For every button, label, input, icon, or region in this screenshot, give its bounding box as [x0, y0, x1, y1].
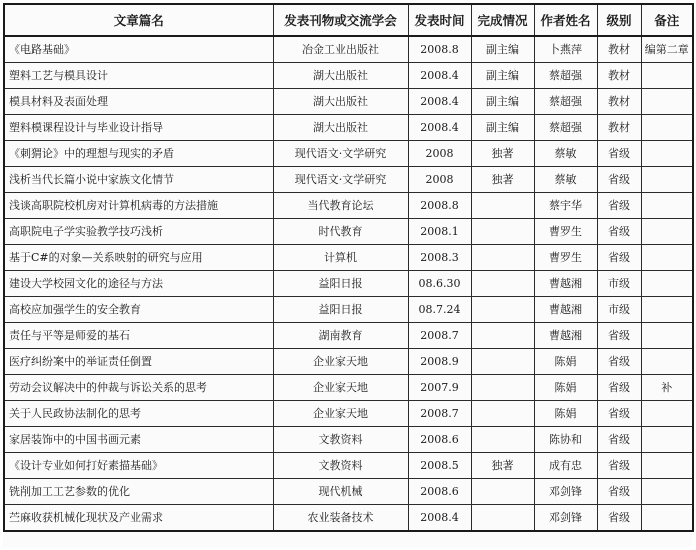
cell-status	[471, 245, 534, 271]
cell-publisher: 企业家天地	[273, 401, 408, 427]
cell-date: 2008.7	[408, 401, 471, 427]
cell-date: 2008.4	[408, 115, 471, 141]
cell-publisher: 湖大出版社	[273, 89, 408, 115]
cell-status	[471, 401, 534, 427]
cell-level: 市级	[597, 271, 641, 297]
cell-date: 2008.9	[408, 349, 471, 375]
cell-date: 2008.6	[408, 427, 471, 453]
document-page	[3, 3, 692, 547]
cell-status: 副主编	[471, 89, 534, 115]
cell-status	[471, 505, 534, 532]
cell-status: 独著	[471, 167, 534, 193]
cell-note	[641, 297, 693, 323]
header-row	[4, 4, 693, 36]
cell-publisher: 湖大出版社	[273, 63, 408, 89]
cell-level: 省级	[597, 349, 641, 375]
cell-note: 补	[641, 375, 693, 401]
cell-author: 蔡敏	[534, 167, 597, 193]
cell-author: 成有忠	[534, 453, 597, 479]
table-row	[4, 245, 693, 271]
cell-date: 2008.4	[408, 63, 471, 89]
cell-note	[641, 115, 693, 141]
cell-note	[641, 401, 693, 427]
cell-title: 责任与平等是师爱的基石	[4, 323, 273, 349]
cell-author: 蔡超强	[534, 63, 597, 89]
cell-note	[641, 427, 693, 453]
header-author: 作者姓名	[534, 4, 597, 36]
cell-date: 2008	[408, 141, 471, 167]
cell-title: 《电路基础》	[4, 36, 273, 63]
cell-status: 独著	[471, 453, 534, 479]
cell-publisher: 现代机械	[273, 479, 408, 505]
header-publisher: 发表刊物或交流学会	[273, 4, 408, 36]
table-row	[4, 167, 693, 193]
cell-status	[471, 271, 534, 297]
cell-author: 邓剑锋	[534, 505, 597, 532]
cell-publisher: 湖南教育	[273, 323, 408, 349]
cell-publisher: 企业家天地	[273, 349, 408, 375]
table-row	[4, 479, 693, 505]
cell-level: 省级	[597, 167, 641, 193]
header-date: 发表时间	[408, 4, 471, 36]
cell-level: 省级	[597, 141, 641, 167]
cell-author: 曹越湘	[534, 271, 597, 297]
header-note: 备注	[641, 4, 693, 36]
cell-author: 曹越湘	[534, 297, 597, 323]
cell-author: 曹罗生	[534, 219, 597, 245]
cell-date: 2008.4	[408, 505, 471, 532]
cell-title: 关于人民政协法制化的思考	[4, 401, 273, 427]
cell-publisher: 时代教育	[273, 219, 408, 245]
cell-level: 省级	[597, 401, 641, 427]
table-row	[4, 323, 693, 349]
table-row	[4, 115, 693, 141]
cell-title: 苎麻收获机械化现状及产业需求	[4, 505, 273, 532]
table-row	[4, 36, 693, 63]
cell-level: 省级	[597, 375, 641, 401]
cell-title: 塑料模课程设计与毕业设计指导	[4, 115, 273, 141]
cell-level: 市级	[597, 297, 641, 323]
cell-status	[471, 193, 534, 219]
cell-status	[471, 219, 534, 245]
cell-level: 省级	[597, 505, 641, 532]
header-status: 完成情况	[471, 4, 534, 36]
cell-publisher: 计算机	[273, 245, 408, 271]
table-row	[4, 63, 693, 89]
cell-status: 副主编	[471, 36, 534, 63]
cell-author: 邓剑锋	[534, 479, 597, 505]
cell-status: 独著	[471, 141, 534, 167]
cell-publisher: 文教资料	[273, 427, 408, 453]
cell-title: 高校应加强学生的安全教育	[4, 297, 273, 323]
cell-title: 基于C#的对象—关系映射的研究与应用	[4, 245, 273, 271]
cell-title: 医疗纠纷案中的举证责任倒置	[4, 349, 273, 375]
cell-publisher: 文教资料	[273, 453, 408, 479]
cell-note	[641, 167, 693, 193]
cell-title: 家居装饰中的中国书画元素	[4, 427, 273, 453]
cell-note	[641, 193, 693, 219]
table-row	[4, 427, 693, 453]
cell-date: 2008.7	[408, 323, 471, 349]
cell-date: 08.6.30	[408, 271, 471, 297]
cell-status	[471, 349, 534, 375]
table-row	[4, 89, 693, 115]
cell-note	[641, 89, 693, 115]
cell-author: 蔡敏	[534, 141, 597, 167]
cell-publisher: 湖大出版社	[273, 115, 408, 141]
cell-publisher: 农业装备技术	[273, 505, 408, 532]
cell-level: 省级	[597, 323, 641, 349]
cell-date: 2008.5	[408, 453, 471, 479]
cell-publisher: 益阳日报	[273, 297, 408, 323]
cell-note	[641, 323, 693, 349]
cell-author: 陈协和	[534, 427, 597, 453]
cell-status	[471, 479, 534, 505]
cell-author: 曹罗生	[534, 245, 597, 271]
cell-level: 省级	[597, 245, 641, 271]
cell-date: 08.7.24	[408, 297, 471, 323]
cell-author: 陈娟	[534, 401, 597, 427]
cell-level: 省级	[597, 219, 641, 245]
table-row	[4, 193, 693, 219]
cell-note	[641, 349, 693, 375]
cell-publisher: 现代语文·文学研究	[273, 167, 408, 193]
cell-author: 卜燕萍	[534, 36, 597, 63]
cell-title: 劳动会议解决中的仲裁与诉讼关系的思考	[4, 375, 273, 401]
cell-title: 高职院电子学实验教学技巧浅析	[4, 219, 273, 245]
cell-title: 模具材料及表面处理	[4, 89, 273, 115]
cell-publisher: 益阳日报	[273, 271, 408, 297]
cell-date: 2008.8	[408, 36, 471, 63]
cell-status	[471, 427, 534, 453]
cell-publisher: 现代语文·文学研究	[273, 141, 408, 167]
header-title: 文章篇名	[4, 4, 273, 36]
cell-status: 副主编	[471, 63, 534, 89]
table-row	[4, 375, 693, 401]
table-row	[4, 505, 693, 532]
cell-note	[641, 141, 693, 167]
cell-title: 《设计专业如何打好素描基础》	[4, 453, 273, 479]
cell-status: 副主编	[471, 115, 534, 141]
table-row	[4, 219, 693, 245]
cell-level: 省级	[597, 427, 641, 453]
table-body	[4, 36, 693, 531]
cell-date: 2008.1	[408, 219, 471, 245]
cell-publisher: 当代教育论坛	[273, 193, 408, 219]
cell-date: 2008.4	[408, 89, 471, 115]
cell-level: 省级	[597, 479, 641, 505]
cell-status	[471, 323, 534, 349]
cell-author: 曹越湘	[534, 323, 597, 349]
table-row	[4, 401, 693, 427]
cell-date: 2008.3	[408, 245, 471, 271]
publication-table	[3, 3, 694, 532]
cell-level: 教材	[597, 63, 641, 89]
cell-date: 2008.8	[408, 193, 471, 219]
cell-status	[471, 297, 534, 323]
table-row	[4, 349, 693, 375]
cell-level: 教材	[597, 89, 641, 115]
cell-status	[471, 375, 534, 401]
cell-note	[641, 479, 693, 505]
cell-date: 2007.9	[408, 375, 471, 401]
cell-author: 陈娟	[534, 349, 597, 375]
cell-note: 编第二章	[641, 36, 693, 63]
cell-author: 蔡宇华	[534, 193, 597, 219]
cell-note	[641, 219, 693, 245]
cell-author: 蔡超强	[534, 115, 597, 141]
cell-publisher: 冶金工业出版社	[273, 36, 408, 63]
header-level: 级别	[597, 4, 641, 36]
table-row	[4, 453, 693, 479]
cell-title: 塑料工艺与模具设计	[4, 63, 273, 89]
cell-note	[641, 271, 693, 297]
cell-title: 铣削加工工艺参数的优化	[4, 479, 273, 505]
cell-date: 2008.6	[408, 479, 471, 505]
cell-note	[641, 63, 693, 89]
table-row	[4, 297, 693, 323]
cell-title: 浅析当代长篇小说中家族文化情节	[4, 167, 273, 193]
cell-level: 教材	[597, 115, 641, 141]
cell-date: 2008	[408, 167, 471, 193]
table-row	[4, 271, 693, 297]
cell-note	[641, 453, 693, 479]
cell-level: 省级	[597, 453, 641, 479]
cell-note	[641, 505, 693, 532]
cell-title: 浅谈高职院校机房对计算机病毒的方法措施	[4, 193, 273, 219]
cell-title: 建设大学校园文化的途径与方法	[4, 271, 273, 297]
table-row	[4, 141, 693, 167]
cell-author: 蔡超强	[534, 89, 597, 115]
cell-level: 省级	[597, 193, 641, 219]
cell-note	[641, 245, 693, 271]
cell-author: 陈娟	[534, 375, 597, 401]
cell-publisher: 企业家天地	[273, 375, 408, 401]
cell-title: 《刺猬论》中的理想与现实的矛盾	[4, 141, 273, 167]
cell-level: 教材	[597, 36, 641, 63]
